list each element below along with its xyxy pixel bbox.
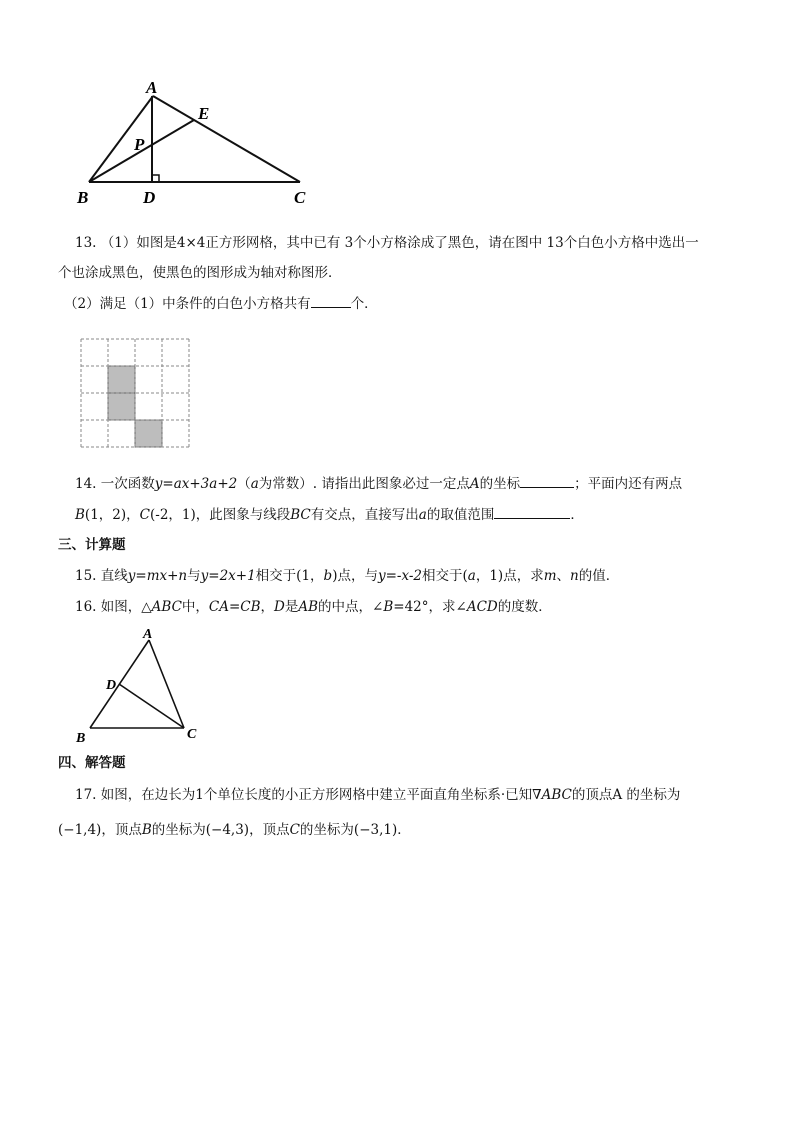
label-b: B bbox=[76, 731, 86, 746]
label-a: A bbox=[146, 78, 158, 97]
label-d: D bbox=[143, 188, 156, 207]
shaded-cell bbox=[135, 420, 162, 447]
label-a: A bbox=[143, 627, 153, 642]
figure-triangle-abc-altitude bbox=[70, 75, 320, 210]
q13-line1: 13. （1）如图是4×4正方形网格，其中已有 3个小方格涂成了黑色，请在图中 13个白色小方格中选出一 bbox=[75, 235, 699, 251]
segment-ac bbox=[149, 640, 184, 728]
q15-line: 15. 直线y=mx+n与y=2x+1相交于(1，b)点，与y=-x-2相交于(a，1)点，求m、n的值． bbox=[75, 568, 620, 584]
q14-line1: 14. 一次函数y=ax+3a+2（a为常数）. 请指出此图象必过一定点A的坐标 ；平面内还有两点 bbox=[75, 473, 682, 494]
q17-line1: 17. 如图，在边长为1个单位长度的小正方形网格中建立平面直角坐标系·已知∇ABC的顶点A 的坐标为 bbox=[75, 787, 681, 803]
q14-range-blank[interactable] bbox=[494, 504, 570, 519]
segment-cd bbox=[119, 684, 184, 728]
q13-line2: 个也涂成黑色，使黑色的图形成为轴对称图形． bbox=[58, 265, 342, 281]
label-c: C bbox=[294, 188, 306, 207]
q16-line: 16. 如图，△ABC中，CA=CB，D是AB的中点，∠B=42°，求∠ACD的度数． bbox=[75, 599, 552, 615]
section-heading-answer: 四、解答题 bbox=[58, 755, 126, 771]
shaded-cell bbox=[108, 366, 135, 393]
label-d: D bbox=[106, 678, 117, 693]
q13-answer-blank[interactable] bbox=[311, 293, 351, 308]
label-c: C bbox=[187, 727, 197, 742]
label-e: E bbox=[198, 104, 210, 123]
right-angle-mark bbox=[152, 175, 159, 182]
shaded-cell bbox=[108, 393, 135, 420]
label-b: B bbox=[77, 188, 89, 207]
q17-line2: (−1,4)，顶点B的坐标为(−4,3)，顶点C的坐标为(−3,1)． bbox=[58, 822, 411, 838]
q14-line2: B(1，2)，C(-2，1)，此图象与线段BC有交点，直接写出a的取值范围 ． bbox=[75, 504, 584, 525]
grid-4x4 bbox=[80, 338, 192, 450]
section-heading-calculation: 三、计算题 bbox=[58, 537, 126, 553]
q13-line3: （2）满足（1）中条件的白色小方格共有 个． bbox=[64, 293, 378, 314]
figure-triangle-acd bbox=[70, 623, 210, 748]
label-p: P bbox=[134, 135, 145, 154]
segment-ac bbox=[153, 96, 300, 182]
q14-fixed-point-blank[interactable] bbox=[520, 473, 574, 488]
